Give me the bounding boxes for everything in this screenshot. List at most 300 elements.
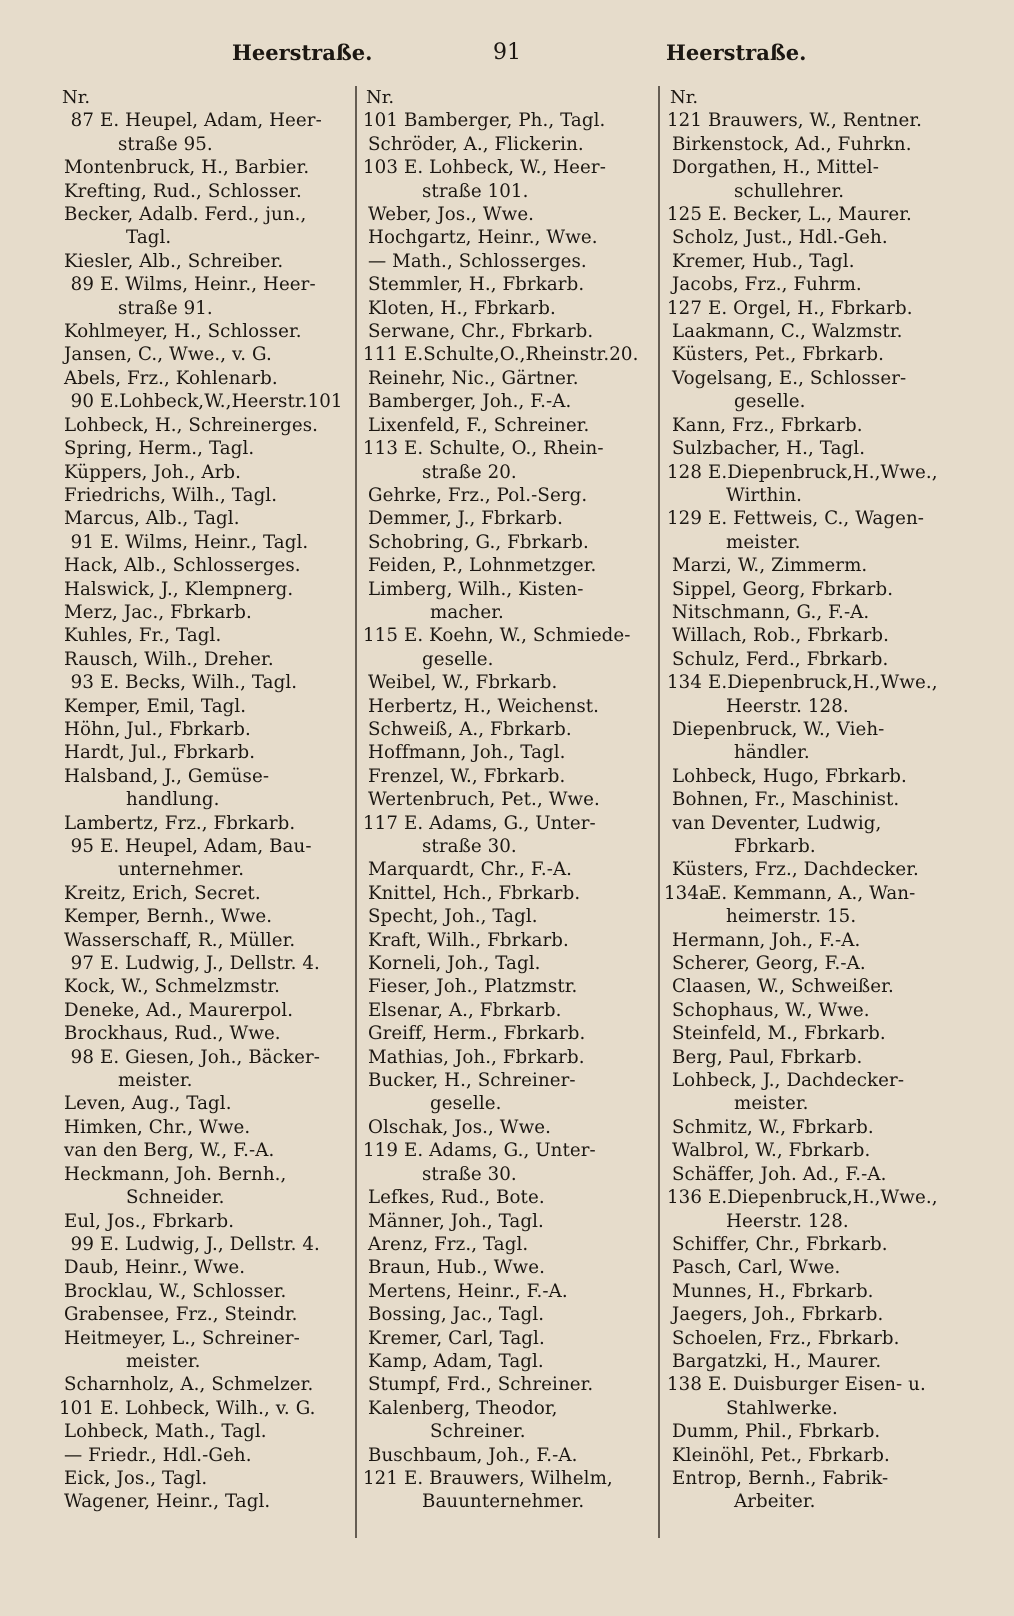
entry-text: Kalenberg, Theodor, bbox=[368, 1397, 558, 1419]
directory-entry bbox=[664, 812, 964, 859]
entry-text: E. Fettweis, C., Wagen- bbox=[708, 508, 925, 530]
directory-entry bbox=[360, 578, 652, 625]
column-divider bbox=[658, 86, 660, 1538]
entry-continuation: straße 20. bbox=[422, 461, 517, 483]
directory-entry bbox=[360, 1116, 652, 1139]
directory-entry bbox=[664, 578, 964, 601]
entry-text: Friedrichs, Wilh., Tagl. bbox=[64, 484, 278, 506]
entry-text: E. Adams, G., Unter- bbox=[404, 1140, 596, 1162]
directory-entry bbox=[56, 1163, 352, 1210]
column-number-label: Nr. bbox=[62, 87, 91, 108]
entry-text: Hochgartz, Heinr., Wwe. bbox=[368, 227, 598, 249]
entry-continuation: händler. bbox=[734, 742, 810, 764]
house-number: 90 bbox=[70, 391, 94, 413]
directory-entry bbox=[56, 999, 352, 1022]
entry-text: Munnes, H., Fbrkarb. bbox=[672, 1280, 874, 1302]
entry-text: Walbrol, W., Fbrkarb. bbox=[672, 1140, 871, 1162]
directory-entry bbox=[360, 1069, 652, 1116]
entry-text: Wagener, Heinr., Tagl. bbox=[64, 1491, 271, 1513]
directory-entry bbox=[664, 671, 964, 718]
entry-text: Eul, Jos., Fbrkarb. bbox=[64, 1210, 235, 1232]
directory-entry bbox=[664, 1350, 964, 1373]
directory-entry bbox=[56, 624, 352, 647]
directory-entry bbox=[360, 1210, 652, 1233]
entry-text: E. Duisburger Eisen- u. bbox=[708, 1374, 926, 1396]
column-3 bbox=[664, 86, 964, 1514]
directory-entry bbox=[664, 765, 964, 788]
directory-entry bbox=[360, 226, 652, 249]
entry-text: Spring, Herm., Tagl. bbox=[64, 438, 255, 460]
directory-entry bbox=[664, 226, 964, 249]
directory-entry bbox=[664, 1467, 964, 1514]
entry-text: E. Adams, G., Unter- bbox=[404, 812, 596, 834]
entry-continuation: straße 30. bbox=[422, 1163, 517, 1185]
directory-entry bbox=[360, 1022, 652, 1045]
entry-text: E. Lohbeck, W., Heer- bbox=[404, 157, 606, 179]
directory-entry bbox=[56, 1490, 352, 1513]
directory-entry bbox=[664, 437, 964, 460]
directory-entry bbox=[664, 1303, 964, 1326]
entry-text: Nitschmann, G., F.-A. bbox=[672, 601, 870, 623]
entry-continuation: Heerstr. 128. bbox=[726, 1210, 849, 1232]
entry-text: Kuhles, Fr., Tagl. bbox=[64, 625, 222, 647]
entry-text: Kleinöhl, Pet., Fbrkarb. bbox=[672, 1444, 890, 1466]
entry-text: Kamp, Adam, Tagl. bbox=[368, 1350, 544, 1372]
house-number: 93 bbox=[70, 672, 94, 694]
directory-entry bbox=[664, 929, 964, 952]
house-number: 134 bbox=[666, 672, 702, 694]
column-number-label: Nr. bbox=[670, 87, 699, 108]
entry-text: Bohnen, Fr., Maschinist. bbox=[672, 789, 900, 811]
directory-entry bbox=[360, 999, 652, 1022]
entry-text: E.Lohbeck,W.,Heerstr.101 bbox=[100, 391, 343, 413]
entry-text: Küsters, Frz., Dachdecker. bbox=[672, 859, 919, 881]
directory-entry bbox=[56, 250, 352, 273]
house-number: 113 bbox=[362, 438, 398, 460]
entry-text: Mathias, Joh., Fbrkarb. bbox=[368, 1046, 585, 1068]
entry-text: Leven, Aug., Tagl. bbox=[64, 1093, 232, 1115]
house-number: 95 bbox=[70, 836, 94, 857]
directory-entry bbox=[664, 109, 964, 132]
entry-continuation: Stahlwerke. bbox=[726, 1397, 838, 1419]
entry-text: Frenzel, W., Fbrkarb. bbox=[368, 765, 566, 787]
entry-text: Pasch, Carl, Wwe. bbox=[672, 1257, 841, 1279]
entry-text: Scharnholz, A., Schmelzer. bbox=[64, 1374, 314, 1396]
directory-entry bbox=[360, 297, 652, 320]
entry-text: Lohbeck, Hugo, Fbrkarb. bbox=[672, 765, 907, 787]
entry-text: Sippel, Georg, Fbrkarb. bbox=[672, 578, 894, 600]
entry-text: Scholz, Just., Hdl.-Geh. bbox=[672, 227, 888, 249]
directory-entry bbox=[360, 507, 652, 530]
entry-text: Küsters, Pet., Fbrkarb. bbox=[672, 344, 884, 366]
entry-text: Marcus, Alb., Tagl. bbox=[64, 508, 240, 530]
directory-entry bbox=[664, 203, 964, 226]
entry-text: Stemmler, H., Fbrkarb. bbox=[368, 274, 585, 296]
entry-text: Willach, Rob., Fbrkarb. bbox=[672, 625, 889, 647]
entry-continuation: straße 101. bbox=[422, 180, 529, 202]
entry-text: Lambertz, Frz., Fbrkarb. bbox=[64, 812, 296, 834]
directory-entry bbox=[360, 1303, 652, 1326]
entry-continuation: Heerstr. 128. bbox=[726, 695, 849, 717]
entry-text: E. Ludwig, J., Dellstr. 4. bbox=[100, 1233, 320, 1255]
directory-entry bbox=[664, 367, 964, 414]
directory-entry bbox=[56, 1373, 352, 1396]
entry-text: E. Lohbeck, Wilh., v. G. bbox=[100, 1397, 316, 1419]
directory-entry bbox=[360, 952, 652, 975]
entry-text: van Deventer, Ludwig, bbox=[672, 812, 882, 834]
house-number: 97 bbox=[70, 953, 94, 975]
directory-entry bbox=[360, 484, 652, 507]
entry-text: Marzi, W., Zimmerm. bbox=[672, 555, 868, 577]
entry-text: Bargatzki, H., Maurer. bbox=[672, 1350, 882, 1372]
directory-entry bbox=[360, 671, 652, 694]
directory-entry bbox=[664, 1069, 964, 1116]
entry-text: E. Heupel, Adam, Bau- bbox=[100, 836, 312, 857]
entry-text: Höhn, Jul., Fbrkarb. bbox=[64, 718, 251, 740]
directory-entry bbox=[56, 531, 352, 554]
directory-entry bbox=[360, 929, 652, 952]
directory-entry bbox=[56, 578, 352, 601]
directory-entry bbox=[664, 320, 964, 343]
house-number: 91 bbox=[70, 531, 94, 553]
directory-entry bbox=[56, 367, 352, 390]
directory-entry bbox=[56, 1303, 352, 1326]
directory-entry bbox=[360, 788, 652, 811]
entry-continuation: Wirthin. bbox=[726, 484, 803, 506]
entry-text: E. Ludwig, J., Dellstr. 4. bbox=[100, 953, 320, 975]
entry-text: Kock, W., Schmelzmstr. bbox=[64, 976, 281, 998]
entry-text: Schröder, A., Flickerin. bbox=[368, 133, 584, 155]
entry-continuation: straße 91. bbox=[118, 297, 213, 319]
directory-entry bbox=[360, 390, 652, 413]
entry-text: Schulz, Ferd., Fbrkarb. bbox=[672, 648, 889, 670]
entry-text: Heckmann, Joh. Bernh., bbox=[64, 1163, 287, 1185]
directory-entry bbox=[360, 975, 652, 998]
directory-entry bbox=[664, 343, 964, 366]
column-2 bbox=[360, 86, 652, 1514]
directory-entry bbox=[360, 414, 652, 437]
directory-entry bbox=[360, 367, 652, 390]
entry-text: Greiff, Herm., Fbrkarb. bbox=[368, 1023, 586, 1045]
entry-text: Kemper, Emil, Tagl. bbox=[64, 695, 247, 717]
house-number: 121 bbox=[362, 1467, 398, 1489]
entry-text: Jaegers, Joh., Fbrkarb. bbox=[672, 1304, 884, 1326]
entry-text: Kemper, Bernh., Wwe. bbox=[64, 906, 273, 928]
house-number: 138 bbox=[666, 1374, 702, 1396]
directory-entry bbox=[664, 882, 964, 929]
directory-entry bbox=[664, 952, 964, 975]
entry-text: Kremer, Hub., Tagl. bbox=[672, 250, 855, 272]
house-number: 115 bbox=[362, 625, 398, 647]
entry-continuation: Schreiner. bbox=[430, 1421, 526, 1443]
entry-continuation: macher. bbox=[430, 601, 504, 623]
entry-text: Weber, Jos., Wwe. bbox=[368, 204, 535, 226]
directory-entry bbox=[56, 601, 352, 624]
directory-entry bbox=[56, 1210, 352, 1233]
entry-text: E. Becker, L., Maurer. bbox=[708, 204, 912, 226]
directory-entry bbox=[664, 1327, 964, 1350]
directory-entry bbox=[360, 1139, 652, 1186]
entry-text: Korneli, Joh., Tagl. bbox=[368, 953, 541, 975]
entry-text: Diepenbruck, W., Vieh- bbox=[672, 718, 885, 740]
directory-entry bbox=[360, 858, 652, 881]
entry-text: Stumpf, Frd., Schreiner. bbox=[368, 1374, 594, 1396]
entry-text: Kohlmeyer, H., Schlosser. bbox=[64, 321, 302, 343]
house-number: 99 bbox=[70, 1233, 94, 1255]
entry-continuation: geselle. bbox=[422, 648, 494, 670]
directory-entry bbox=[360, 695, 652, 718]
directory-entry bbox=[56, 1139, 352, 1162]
directory-entry bbox=[664, 601, 964, 624]
directory-entry bbox=[56, 1092, 352, 1115]
directory-entry bbox=[360, 624, 652, 671]
directory-entry bbox=[56, 1046, 352, 1093]
directory-entry bbox=[56, 835, 352, 882]
entry-text: Eick, Jos., Tagl. bbox=[64, 1467, 208, 1489]
directory-entry bbox=[664, 273, 964, 296]
directory-entry bbox=[664, 624, 964, 647]
directory-entry bbox=[56, 882, 352, 905]
house-number: 136 bbox=[666, 1187, 702, 1209]
entry-text: Knittel, Hch., Fbrkarb. bbox=[368, 882, 581, 904]
entry-text: — Math., Schlosserges. bbox=[368, 250, 587, 272]
directory-entry bbox=[360, 437, 652, 484]
directory-entry bbox=[360, 905, 652, 928]
entry-text: Brockhaus, Rud., Wwe. bbox=[64, 1023, 281, 1045]
entry-text: Fieser, Joh., Platzmstr. bbox=[368, 976, 578, 998]
directory-entry bbox=[56, 109, 352, 156]
entry-text: Männer, Joh., Tagl. bbox=[368, 1210, 544, 1232]
entry-text: Serwane, Chr., Fbrkarb. bbox=[368, 321, 594, 343]
directory-entry bbox=[360, 812, 652, 859]
entry-text: Grabensee, Frz., Steindr. bbox=[64, 1304, 298, 1326]
house-number: 127 bbox=[666, 297, 702, 319]
directory-entry bbox=[664, 156, 964, 203]
directory-entry bbox=[360, 1444, 652, 1467]
directory-entry bbox=[56, 320, 352, 343]
directory-entry bbox=[56, 507, 352, 530]
directory-entry bbox=[360, 765, 652, 788]
house-number: 98 bbox=[70, 1046, 94, 1068]
entry-text: E. Brauwers, Wilhelm, bbox=[404, 1467, 613, 1489]
directory-entry bbox=[360, 554, 652, 577]
directory-entry bbox=[56, 273, 352, 320]
directory-entry bbox=[56, 975, 352, 998]
directory-entry bbox=[360, 320, 652, 343]
directory-entry bbox=[664, 133, 964, 156]
directory-entry bbox=[56, 484, 352, 507]
entry-text: Reinehr, Nic., Gärtner. bbox=[368, 367, 579, 389]
entry-text: E. Giesen, Joh., Bäcker- bbox=[100, 1046, 321, 1068]
entry-text: E. Kemmann, A., Wan- bbox=[708, 882, 916, 904]
entry-continuation: Fbrkarb. bbox=[734, 836, 816, 857]
directory-entry bbox=[664, 999, 964, 1022]
entry-text: Rausch, Wilh., Dreher. bbox=[64, 648, 274, 670]
entry-text: Becker, Adalb. Ferd., jun., bbox=[64, 204, 307, 226]
directory-entry bbox=[56, 765, 352, 812]
directory-entry bbox=[56, 812, 352, 835]
directory-entry bbox=[56, 1233, 352, 1256]
entry-text: Lixenfeld, F., Schreiner. bbox=[368, 414, 590, 436]
entry-text: Sulzbacher, H., Tagl. bbox=[672, 438, 866, 460]
running-head-left: Heerstraße. bbox=[232, 40, 373, 65]
entry-text: Entrop, Bernh., Fabrik- bbox=[672, 1467, 889, 1489]
entry-continuation: geselle. bbox=[734, 391, 806, 413]
entry-text: Schoelen, Frz., Fbrkarb. bbox=[672, 1327, 900, 1349]
entry-text: Limberg, Wilh., Kisten- bbox=[368, 578, 584, 600]
entry-text: Demmer, J., Fbrkarb. bbox=[368, 508, 564, 530]
entry-text: Halsband, J., Gemüse- bbox=[64, 765, 270, 787]
entry-text: Vogelsang, E., Schlosser- bbox=[672, 367, 907, 389]
directory-entry bbox=[360, 1467, 652, 1514]
entry-text: Gehrke, Frz., Pol.-Serg. bbox=[368, 484, 588, 506]
directory-entry bbox=[360, 1280, 652, 1303]
entry-text: Schophaus, W., Wwe. bbox=[672, 999, 870, 1021]
entry-text: Lohbeck, Math., Tagl. bbox=[64, 1421, 267, 1443]
directory-entry bbox=[56, 390, 352, 413]
entry-text: E. Schulte, O., Rhein- bbox=[404, 438, 604, 460]
directory-entry bbox=[664, 1163, 964, 1186]
directory-entry bbox=[360, 250, 652, 273]
directory-entry bbox=[56, 1467, 352, 1490]
entry-text: Heitmeyer, L., Schreiner- bbox=[64, 1327, 300, 1349]
entry-text: Kremer, Carl, Tagl. bbox=[368, 1327, 545, 1349]
directory-entry bbox=[360, 109, 652, 132]
entry-continuation: straße 95. bbox=[118, 133, 213, 155]
entry-text: Daub, Heinr., Wwe. bbox=[64, 1257, 246, 1279]
entry-text: Hardt, Jul., Fbrkarb. bbox=[64, 742, 256, 764]
house-number: 117 bbox=[362, 812, 398, 834]
entry-continuation: geselle. bbox=[430, 1093, 502, 1115]
directory-entry bbox=[664, 1046, 964, 1069]
entry-text: Wasserschaff, R., Müller. bbox=[64, 929, 296, 951]
entry-text: Küppers, Joh., Arb. bbox=[64, 461, 241, 483]
directory-entry bbox=[56, 461, 352, 484]
entry-text: Arenz, Frz., Tagl. bbox=[368, 1233, 529, 1255]
directory-entry bbox=[360, 741, 652, 764]
house-number: 121 bbox=[666, 110, 702, 132]
directory-entry bbox=[664, 1444, 964, 1467]
entry-text: Deneke, Ad., Maurerpol. bbox=[64, 999, 294, 1021]
entry-text: Lohbeck, J., Dachdecker- bbox=[672, 1070, 905, 1092]
entry-text: Buschbaum, Joh., F.-A. bbox=[368, 1444, 578, 1466]
house-number: 101 bbox=[58, 1397, 94, 1419]
entry-text: Bucker, H., Schreiner- bbox=[368, 1070, 576, 1092]
directory-entry bbox=[56, 1256, 352, 1279]
entry-text: Marquardt, Chr., F.-A. bbox=[368, 859, 573, 881]
directory-entry bbox=[360, 882, 652, 905]
directory-entry bbox=[56, 203, 352, 250]
entry-text: Steinfeld, M., Fbrkarb. bbox=[672, 1023, 886, 1045]
entry-text: Abels, Frz., Kohlenarb. bbox=[64, 367, 278, 389]
entry-continuation: Tagl. bbox=[126, 227, 172, 249]
entry-text: Himken, Chr., Wwe. bbox=[64, 1116, 251, 1138]
entry-continuation: Arbeiter. bbox=[734, 1491, 816, 1513]
directory-entry bbox=[56, 180, 352, 203]
directory-entry bbox=[664, 461, 964, 508]
entry-text: Feiden, P., Lohnmetzger. bbox=[368, 555, 597, 577]
directory-entry bbox=[360, 203, 652, 226]
entry-text: Dumm, Phil., Fbrkarb. bbox=[672, 1421, 881, 1443]
directory-entry bbox=[664, 788, 964, 811]
directory-entry bbox=[664, 507, 964, 554]
entry-text: E.Schulte,O.,Rheinstr.20. bbox=[404, 344, 639, 366]
entry-text: E. Wilms, Heinr., Heer- bbox=[100, 274, 316, 296]
entry-continuation: handlung. bbox=[126, 789, 220, 811]
house-number: 129 bbox=[666, 508, 702, 530]
directory-entry bbox=[664, 718, 964, 765]
entry-text: Schäffer, Joh. Ad., F.-A. bbox=[672, 1163, 887, 1185]
entry-text: Halswick, J., Klempnerg. bbox=[64, 578, 294, 600]
house-number: 134a bbox=[664, 882, 710, 904]
directory-entry bbox=[360, 273, 652, 296]
entry-text: Kloten, H., Fbrkarb. bbox=[368, 297, 556, 319]
entry-text: Berg, Paul, Fbrkarb. bbox=[672, 1046, 863, 1068]
entry-text: E. Becks, Wilh., Tagl. bbox=[100, 672, 298, 694]
entry-text: Lefkes, Rud., Bote. bbox=[368, 1187, 545, 1209]
entry-continuation: straße 30. bbox=[422, 836, 517, 857]
entry-text: Merz, Jac., Fbrkarb. bbox=[64, 601, 252, 623]
directory-entry bbox=[360, 1046, 652, 1069]
entry-text: Dorgathen, H., Mittel- bbox=[672, 157, 879, 179]
entry-text: Birkenstock, Ad., Fuhrkn. bbox=[672, 133, 912, 155]
entry-text: Kraft, Wilh., Fbrkarb. bbox=[368, 929, 569, 951]
house-number: 111 bbox=[362, 344, 398, 366]
directory-entry bbox=[360, 531, 652, 554]
entry-text: Brocklau, W., Schlosser. bbox=[64, 1280, 287, 1302]
entry-text: E. Heupel, Adam, Heer- bbox=[100, 110, 322, 132]
entry-text: Elsenar, A., Fbrkarb. bbox=[368, 999, 562, 1021]
directory-entry bbox=[56, 929, 352, 952]
entry-text: Claasen, W., Schweißer. bbox=[672, 976, 894, 998]
entry-continuation: meister. bbox=[118, 1070, 193, 1092]
directory-entry bbox=[664, 1373, 964, 1420]
entry-continuation: schullehrer. bbox=[734, 180, 845, 202]
entry-continuation: heimerstr. 15. bbox=[726, 906, 857, 928]
directory-entry bbox=[664, 1116, 964, 1139]
directory-entry bbox=[664, 554, 964, 577]
directory-entry bbox=[664, 1280, 964, 1303]
directory-entry bbox=[56, 952, 352, 975]
entry-continuation: Schneider. bbox=[126, 1187, 225, 1209]
entry-text: Braun, Hub., Wwe. bbox=[368, 1257, 545, 1279]
entry-text: Jansen, C., Wwe., v. G. bbox=[64, 344, 272, 366]
directory-entry bbox=[664, 1186, 964, 1233]
entry-text: Schiffer, Chr., Fbrkarb. bbox=[672, 1233, 888, 1255]
entry-text: E. Orgel, H., Fbrkarb. bbox=[708, 297, 913, 319]
directory-entry bbox=[56, 1397, 352, 1420]
directory-entry bbox=[664, 414, 964, 437]
entry-text: Brauwers, W., Rentner. bbox=[708, 110, 923, 132]
entry-text: Bamberger, Joh., F.-A. bbox=[368, 391, 572, 413]
entry-text: Krefting, Rud., Schlosser. bbox=[64, 180, 302, 202]
directory-entry bbox=[360, 1233, 652, 1256]
entry-text: Herbertz, H., Weichenst. bbox=[368, 695, 600, 717]
directory-entry bbox=[664, 1233, 964, 1256]
directory-entry bbox=[360, 1350, 652, 1373]
entry-text: Hermann, Joh., F.-A. bbox=[672, 929, 861, 951]
directory-entry bbox=[56, 1444, 352, 1467]
directory-entry bbox=[664, 250, 964, 273]
entry-text: Olschak, Jos., Wwe. bbox=[368, 1116, 552, 1138]
entry-continuation: unternehmer. bbox=[118, 859, 245, 881]
directory-entry bbox=[360, 1327, 652, 1350]
entry-text: Bossing, Jac., Tagl. bbox=[368, 1304, 545, 1326]
directory-entry bbox=[56, 1420, 352, 1443]
directory-entry bbox=[56, 343, 352, 366]
directory-entry bbox=[56, 695, 352, 718]
house-number: 87 bbox=[70, 110, 94, 132]
